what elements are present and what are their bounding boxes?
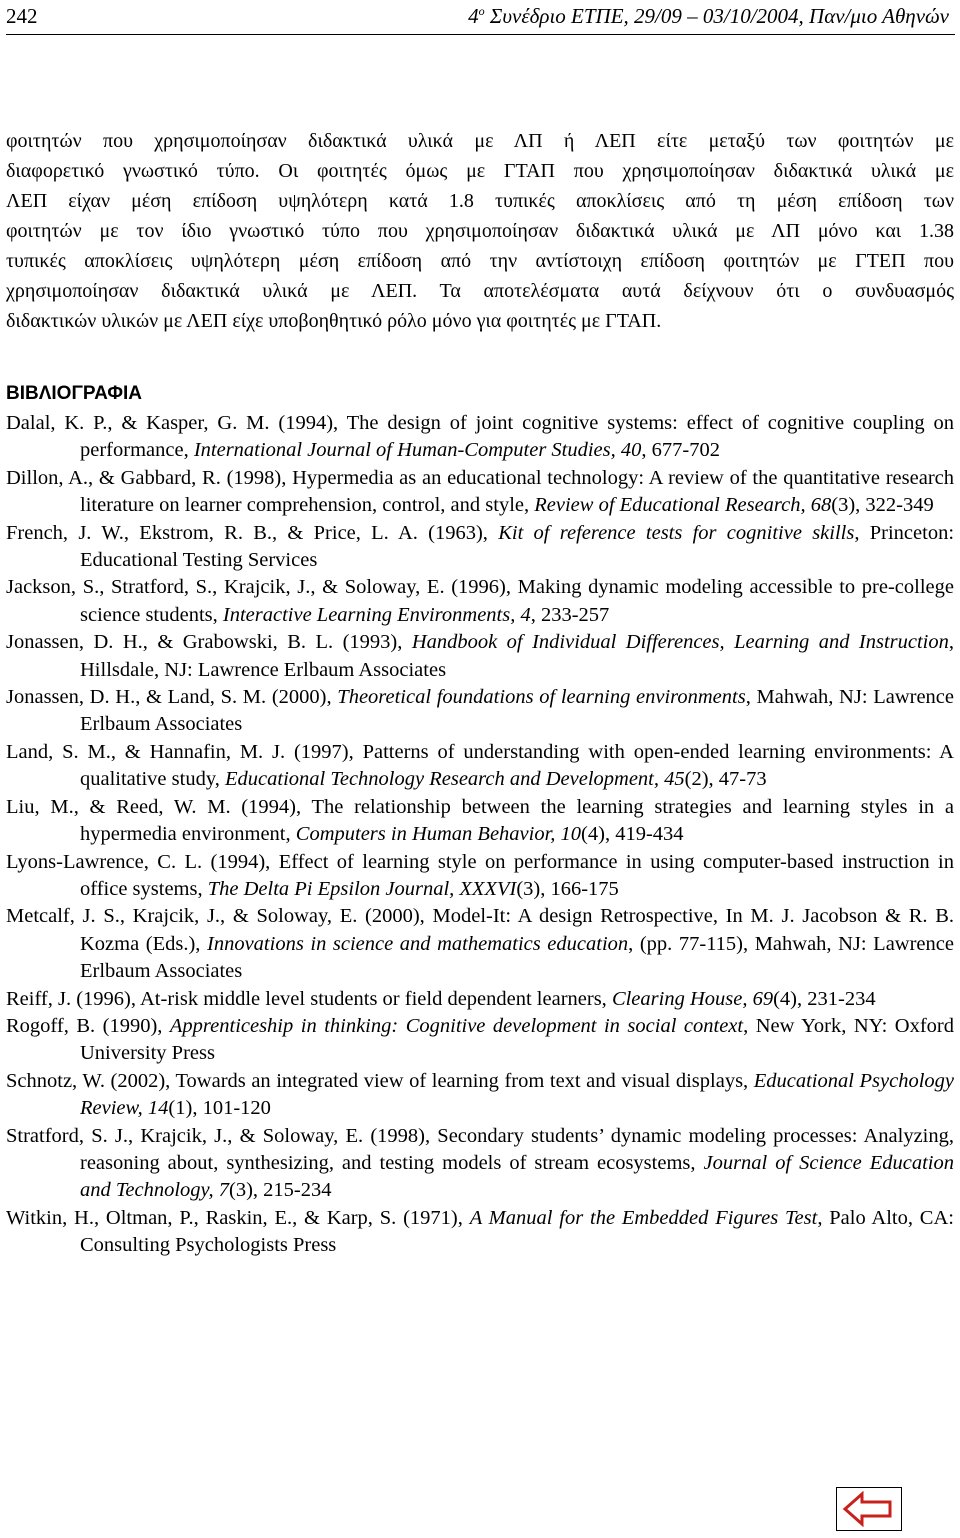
reference-entry (6, 1205, 954, 1260)
reference-text: Land, S. M., & Hannafin, M. J. (1997), Patterns of understanding with open-ended learning environments: A qualitative study, (6, 740, 954, 791)
reference-entry (6, 684, 954, 739)
reference-source: Handbook of Individual Differences, Learning and Instruction (411, 631, 949, 654)
conference-details: Συνέδριο ΕΤΠΕ, 29/09 – 03/10/2004, Παν/μιο Αθηνών (484, 4, 949, 28)
reference-entry (6, 1013, 954, 1068)
reference-details: , Hillsdale, NJ: Lawrence Erlbaum Associates (80, 631, 954, 681)
reference-entry (6, 903, 954, 985)
conference-ordinal-suffix: ο (478, 4, 485, 18)
reference-entry (6, 849, 954, 904)
reference-details: , Mahwah, NJ: Lawrence Erlbaum Associates (80, 686, 955, 736)
reference-text: Lyons-Lawrence, C. L. (1994), Effect of learning style on performance in using computer-based instruction in office systems, (6, 850, 954, 900)
reference-details: (4), 419-434 (581, 823, 684, 846)
reference-details: , Palo Alto, CA: Consulting Psychologists Press (80, 1206, 954, 1257)
reference-source: A Manual for the Embedded Figures Test (469, 1206, 818, 1229)
reference-text: Stratford, S. J., Krajcik, J., & Soloway, E. (1998), Secondary students’ dynamic modeling processes: Analyzing, reasoning about, synthesizing, and testing models of stream ecosystems, (6, 1124, 954, 1174)
running-header (6, 0, 955, 35)
reference-source: Review of Educational Research, 68 (534, 494, 832, 517)
reference-source: Apprenticeship in thinking: Cognitive development in social context (169, 1014, 744, 1037)
paragraph-line: ΛΕΠ είχαν μέση επίδοση υψηλότερη κατά 1.8 τυπικές αποκλίσεις από τη μέση επίδοση των (6, 190, 954, 212)
reference-text: Jackson, S., Stratford, S., Krajcik, J., & Soloway, E. (1996), Making dynamic modeling accessible to pre-college science students, (6, 576, 954, 626)
reference-source: Innovations in science and mathematics education (207, 932, 629, 955)
reference-text: Dillon, A., & Gabbard, R. (1998), Hypermedia as an educational technology: A review of the quantitative research literature on learner comprehension, control, and style, (6, 466, 954, 517)
reference-entry (6, 410, 954, 465)
reference-details: (2), 47-73 (684, 768, 767, 791)
reference-source: Educational Psychology Review, 14 (80, 1069, 954, 1120)
conference-title (468, 0, 949, 33)
reference-entry (6, 520, 954, 575)
reference-entry (6, 986, 954, 1013)
paragraph-line: διαφορετικό γνωστικό τύπο. Οι φοιτητές όμως με ΓΤΑΠ που χρησιμοποίησαν διδακτικά υλικά με (6, 160, 954, 182)
page-number: 242 (6, 4, 38, 28)
reference-entry (6, 574, 954, 629)
reference-details: (3), 166-175 (516, 877, 619, 900)
reference-text: French, J. W., Ekstrom, R. B., & Price, L. A. (1963), (6, 521, 499, 544)
reference-text: Reiff, J. (1996), At-risk middle level students or field dependent learners, (6, 987, 612, 1010)
body-paragraph (6, 126, 954, 336)
paragraph-line: διδακτικών υλικών με ΛΕΠ είχε υποβοηθητικό ρόλο μόνο για φοιτητές με ΓΤΑΠ. (6, 310, 662, 332)
reference-source: Educational Technology Research and Development, 45 (225, 768, 685, 791)
reference-list (6, 410, 954, 1260)
reference-entry (6, 1123, 954, 1205)
reference-text: Rogoff, B. (1990), (6, 1014, 170, 1037)
reference-details: (1), 101-120 (168, 1097, 271, 1120)
conference-ordinal: 4 (468, 4, 479, 28)
reference-text: Witkin, H., Oltman, P., Raskin, E., & Karp, S. (1971), (6, 1206, 470, 1229)
reference-details: (3), 215-234 (229, 1179, 332, 1202)
paragraph-line: χρησιμοποίησαν διδακτικά υλικά με ΛΕΠ. Τα αποτελέσματα αυτά δείχνουν ότι ο συνδυασμός (6, 280, 954, 302)
reference-source: The Delta Pi Epsilon Journal, XXXVI (207, 877, 517, 900)
reference-details: (3), 322-349 (831, 494, 934, 517)
reference-details: (4), 231-234 (773, 987, 876, 1010)
reference-entry (6, 794, 954, 849)
reference-details: , (pp. 77-115), Mahwah, NJ: Lawrence Erlbaum Associates (80, 932, 954, 983)
reference-text: Dalal, K. P., & Kasper, G. M. (1994), The design of joint cognitive systems: effect of cognitive coupling on performance, (6, 412, 954, 462)
reference-text: Schnotz, W. (2002), Towards an integrated view of learning from text and visual displays, (6, 1069, 754, 1092)
reference-source: Journal of Science Education and Technology, 7 (80, 1151, 954, 1202)
back-button[interactable] (836, 1487, 902, 1531)
reference-entry (6, 739, 954, 794)
reference-details: , 233-257 (530, 603, 610, 626)
reference-source: Interactive Learning Environments, 4 (222, 603, 531, 626)
reference-source: Computers in Human Behavior, 10 (295, 823, 582, 846)
reference-entry (6, 629, 954, 684)
reference-source: International Journal of Human-Computer Studies, 40 (193, 439, 642, 462)
bibliography-heading: ΒΙΒΛΙΟΓΡΑΦΙΑ (6, 383, 142, 404)
back-arrow-icon (842, 1491, 896, 1527)
paragraph-line: φοιτητών που χρησιμοποίησαν διδακτικά υλικά με ΛΠ ή ΛΕΠ είτε μεταξύ των φοιτητών με (6, 130, 954, 152)
reference-details: , New York, NY: Oxford University Press (80, 1014, 954, 1065)
reference-text: Liu, M., & Reed, W. M. (1994), The relationship between the learning strategies and learning styles in a hypermedia environment, (6, 795, 954, 846)
reference-entry (6, 1068, 954, 1123)
reference-text: Jonassen, D. H., & Land, S. M. (2000), (6, 686, 338, 709)
reference-source: Theoretical foundations of learning environments (337, 686, 746, 709)
reference-details: , Princeton: Educational Testing Services (80, 521, 955, 572)
reference-source: Clearing House, 69 (611, 987, 774, 1010)
reference-details: , 677-702 (641, 439, 720, 462)
reference-entry (6, 465, 954, 520)
reference-text: Metcalf, J. S., Krajcik, J., & Soloway, E. (2000), Model-It: A design Retrospective, In M. J. Jacobson & R. B. Kozma (Eds.), (6, 905, 954, 955)
paragraph-line: τυπικές αποκλίσεις υψηλότερη μέση επίδοση από την αντίστοιχη επίδοση φοιτητών με ΓΤΕΠ που (6, 250, 954, 272)
reference-text: Jonassen, D. H., & Grabowski, B. L. (1993), (6, 631, 412, 654)
reference-source: Kit of reference tests for cognitive skills (498, 521, 855, 544)
paragraph-line: φοιτητών με τον ίδιο γνωστικό τύπο που χρησιμοποίησαν διδακτικά υλικά με ΛΠ μόνο και 1.38 (6, 220, 954, 242)
